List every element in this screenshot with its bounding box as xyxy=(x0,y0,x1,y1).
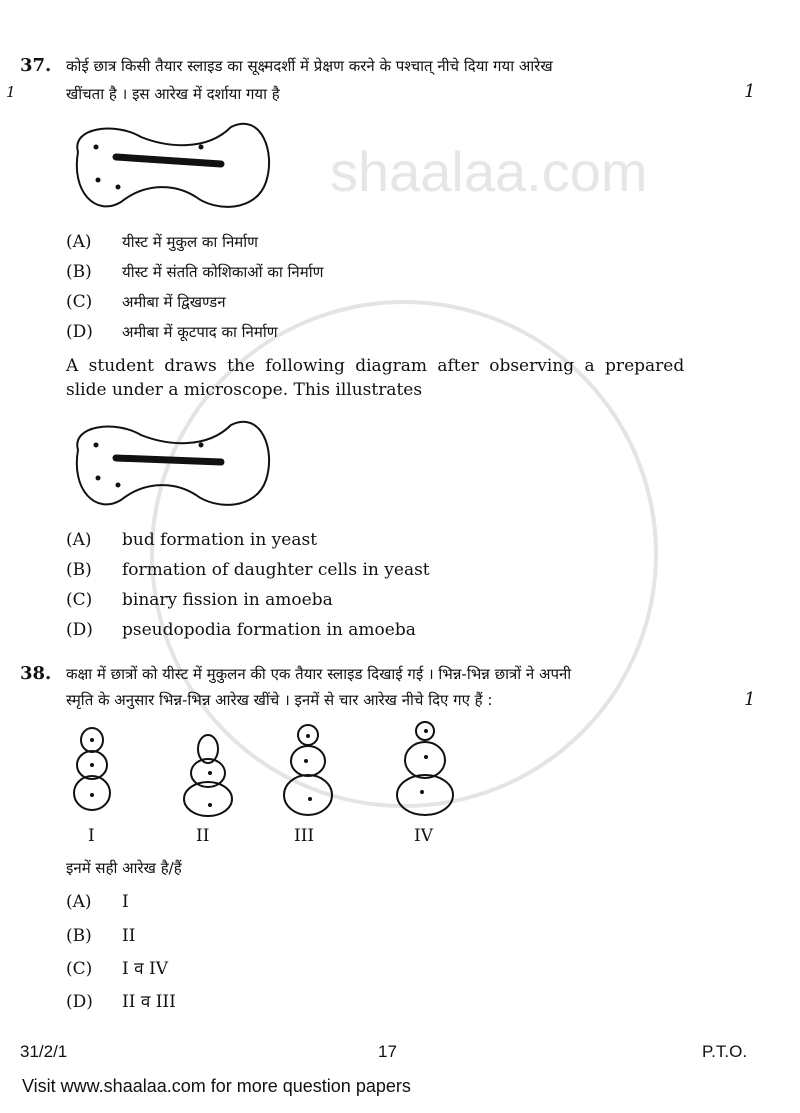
q38-hindi-line2: स्मृति के अनुसार भिन्न-भिन्न आरेख खींचे । इनमें से चार आरेख नीचे दिए गए हैं : xyxy=(66,691,493,709)
diagram-ii xyxy=(184,735,232,816)
question-number-38: 38. xyxy=(20,663,52,684)
figure-label-i: I xyxy=(88,826,95,846)
amoeba-fission-diagram-hindi xyxy=(66,112,276,217)
q37-marks: 1 xyxy=(744,81,756,102)
amoeba-fission-diagram-english xyxy=(66,410,276,515)
q37-hindi-line2: खींचता है । इस आरेख में दर्शाया गया है xyxy=(66,85,280,103)
diagram-iv xyxy=(397,722,453,815)
q37-english-line1: A student draws the following diagram after observing a prepared xyxy=(66,356,685,376)
figure-label-iii: III xyxy=(294,826,315,846)
q38-hindi-line1: कक्षा में छात्रों को यीस्ट में मुकुलन की एक तैयार स्लाइड दिखाई गई । भिन्न-भिन्न छात्रों ने अपनी xyxy=(66,665,572,683)
watermark-text: shaalaa.com xyxy=(330,140,648,203)
figure-label-iv: IV xyxy=(414,826,433,846)
paper-code: 31/2/1 xyxy=(20,1042,68,1061)
shaalaa-banner-link[interactable]: Visit www.shaalaa.com for more question papers xyxy=(22,1076,411,1096)
yeast-budding-diagrams xyxy=(60,715,480,820)
margin-mark: 1 xyxy=(6,83,16,101)
q38-question: इनमें सही आरेख है/हैं xyxy=(66,859,182,877)
diagram-iii xyxy=(284,725,332,815)
q38-marks: 1 xyxy=(744,689,756,710)
q37-hindi-line1: कोई छात्र किसी तैयार स्लाइड का सूक्ष्मदर्शी में प्रेक्षण करने के पश्चात् नीचे दिया गया आरेख xyxy=(66,57,553,75)
question-number-37: 37. xyxy=(20,55,52,76)
figure-label-ii: II xyxy=(196,826,210,846)
q37-english-line2: slide under a microscope. This illustrates xyxy=(66,380,423,400)
exam-page: shaalaa.com 37. 1 कोई छात्र किसी तैयार स्लाइड का सूक्ष्मदर्शी में प्रेक्षण करने के पश्चात् नीचे दिया गया आरेख खींचता है । इस आरेख में दर्शाया गया है 1 (A) यीस्ट में मुकुल का निर्माण (B) यीस्ट में संतति कोशिकाओं का निर्माण (C) अमीबा में द्विखण्डन (D) अमीबा में कूटपाद का निर्माण A student draws the following diagram after observing a prepared slide under a microscope. This illustrates (A) bud formation in yeast (B) formation of daughter cells in yeast (C) binary fission in amoeba (D) pseudopodia formation in amoeba 38. कक्षा में छात्रों को यीस्ट में मुकुलन की एक तैयार स्लाइड दिखाई गई । भिन्न-भिन्न छात्रों ने अपनी स्मृति के अनुसार भिन्न-भिन्न आरेख खींचे । इनमें से चार आरेख नीचे दिए गए हैं : 1 I II III IV इनमें सही आरेख है/हैं (A) I (B) II (C) I व IV (D) II व III 31/2/1 17 P.T.O. Visit www.shaalaa.com for more question papers xyxy=(0,0,800,1113)
page-number: 17 xyxy=(378,1042,397,1061)
pto-label: P.T.O. xyxy=(702,1042,748,1061)
